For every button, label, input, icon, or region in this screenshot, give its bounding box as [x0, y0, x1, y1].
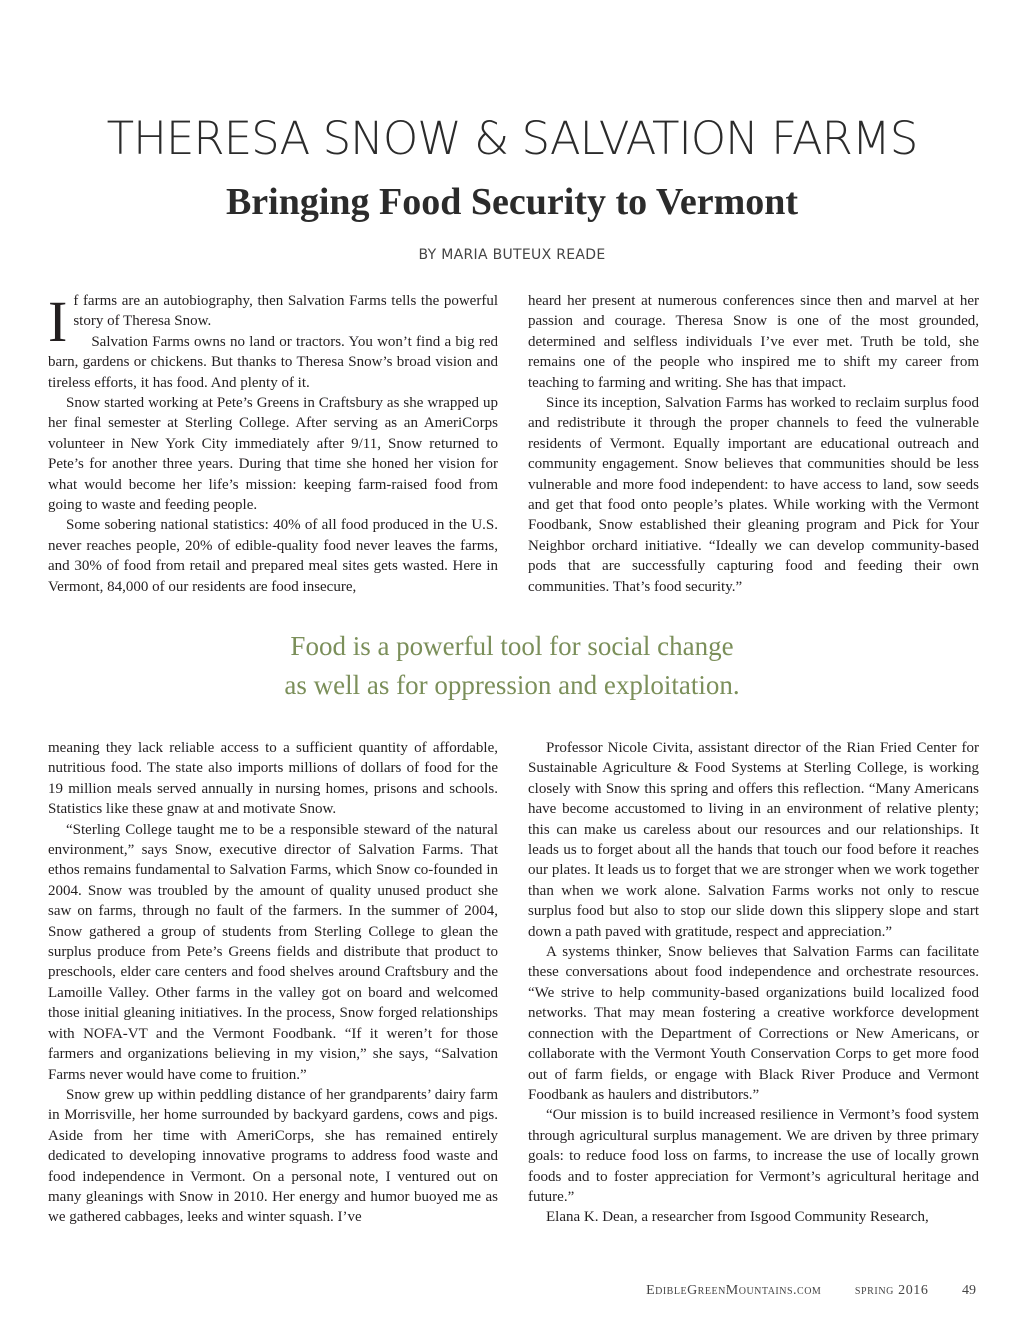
- article-subtitle: Bringing Food Security to Vermont: [225, 181, 799, 223]
- drop-cap: I: [48, 289, 68, 354]
- footer-issue: spring 2016: [854, 1283, 929, 1298]
- paragraph: Elana K. Dean, a researcher from Isgood Community Research,: [546, 1209, 929, 1226]
- paragraph: Snow grew up within peddling distance of her grandparents’ dairy farm in Morrisville, her home surrounded by backyard gardens, cows and pigs. Aside from her time with AmeriCorps, she has remained entirely dedicated to developing innovative programs to address food waste and food independence in Vermont. On a personal note, I ventured out on many gleanings with Snow in 2010. Her energy and humor buoyed me as we gathered cabbages, leeks and winter squash. I’ve: [48, 1086, 498, 1226]
- byline: BY MARIA BUTEUX READE: [418, 247, 606, 263]
- paragraph-text: f farms are an autobiography, then Salvation Farms tells the powerful story of Theresa Snow.: [73, 293, 498, 330]
- paragraph: A systems thinker, Snow believes that Salvation Farms can facilitate these conversations about food independence and orchestrate resources. “We strive to help community-based organizations build localized food networks. That may mean fostering a creative workforce development connection with the Department of Corrections or New Americans, or collaborate with the Vermont Youth Conservation Corps to get more food out of farm fields, or engage with Black River Produce and Vermont Foodbank as haulers and distributors.”: [528, 944, 979, 1103]
- column-3: [48, 738, 498, 1228]
- page-number: 49: [962, 1283, 976, 1298]
- pull-quote-line: as well as for oppression and exploitation.: [284, 670, 740, 700]
- page-footer: [646, 1283, 976, 1299]
- paragraph: meaning they lack reliable access to a sufficient quantity of affordable, nutritious food. The state also imports millions of dollars of food for the 19 million meals served annually in nursing homes, prisons and schools. Statistics like these gnaw at and motivate Snow.: [48, 740, 498, 818]
- column-4: [528, 738, 979, 1228]
- paragraph: Since its inception, Salvation Farms has worked to reclaim surplus food and redistribute it through the proper channels to feed the vulnerable residents of Vermont. Equally important are educational outreach and community engagement. Snow believes that communities should be less vulnerable and more food independent: to have access to land, sow seeds and get that food onto people’s plates. While working with the Vermont Foodbank, Snow established their gleaning program and Pick for Your Neighbor orchard initiative. “Ideally we can develop community-based pods that are successfully capturing food and feeding their own communities. That’s food security.”: [528, 395, 979, 595]
- pull-quote-line: Food is a powerful tool for social change: [290, 631, 734, 661]
- paragraph: “Sterling College taught me to be a responsible steward of the natural environment,” says Snow, executive director of Salvation Farms. That ethos remains fundamental to Salvation Farms, which Snow co-founded in 2004. Snow was troubled by the amount of quality unused product she saw on farms, through no fault of the farmers. In the summer of 2004, Snow gathered a group of students from Sterling College to glean the surplus produce from Pete’s Greens fields and distribute that product to preschools, elder care centers and food shelves around Craftsbury and the Lamoille Valley. Other farms in the valley got on board and welcomed those initial gleaning initiatives. In the process, Snow forged relationships with NOFA-VT and the Vermont Foodbank. “If it weren’t for those farmers and organizations believing in my vision,” she says, “Salvation Farms never would have come to fruition.”: [48, 821, 498, 1083]
- paragraph: Professor Nicole Civita, assistant director of the Rian Fried Center for Sustainable Agriculture & Food Systems at Sterling College, is working closely with Snow this spring and offers this reflection. “Many Americans have become accustomed to living in an environment of relative plenty; this can make us careless about our resources and our relationships. It leads us to forget about all the hands that touch our food before it reaches our plates. It leads us to forget that we are stronger when we work together than when we work alone. Salvation Farms works not only to rescue surplus food but also to stop our slide down this slippery slope and start down a path paved with gratitude, respect and appreciation.”: [528, 740, 979, 940]
- paragraph: Some sobering national statistics: 40% of all food produced in the U.S. never reaches people, 20% of edible-quality food never leaves the farms, and 30% of food from retail and prepared meal sites gets wasted. Here in Vermont, 84,000 of our residents are food insecure,: [48, 517, 498, 595]
- paragraph: “Our mission is to build increased resilience in Vermont’s food system through agricultural surplus management. We are driven by three primary goals: to reduce food loss on farms, to increase the use of locally grown foods and to foster appreciation for Vermont’s agricultural heritage and future.”: [528, 1107, 979, 1205]
- pull-quote: [0, 627, 1024, 705]
- footer-website: EdibleGreenMountains.com: [646, 1283, 822, 1298]
- paragraph: [48, 289, 498, 354]
- article-title: THERESA SNOW & SALVATION FARMS: [106, 112, 918, 165]
- paragraph: heard her present at numerous conferences since then and marvel at her passion and courage. Theresa Snow is one of the most grounded, determined and selfless individuals I’ve ever met. Truth be told, she remains one of the people who inspired me to shift my career from teaching to farming and writing. She has that impact.: [528, 293, 979, 391]
- column-1: [48, 291, 498, 597]
- column-2: [528, 291, 979, 597]
- paragraph: Snow started working at Pete’s Greens in Craftsbury as she wrapped up her final semester at Sterling College. After serving as an AmeriCorps volunteer in New York City immediately after 9/11, Snow returned to Pete’s for another three years. During that time she honed her vision for what would become her life’s mission: keeping farm-raised food from going to waste and feeding people.: [48, 395, 498, 514]
- paragraph: Salvation Farms owns no land or tractors. You won’t find a big red barn, gardens or chickens. But thanks to Theresa Snow’s broad vision and tireless efforts, it has food. And plenty of it.: [48, 333, 498, 391]
